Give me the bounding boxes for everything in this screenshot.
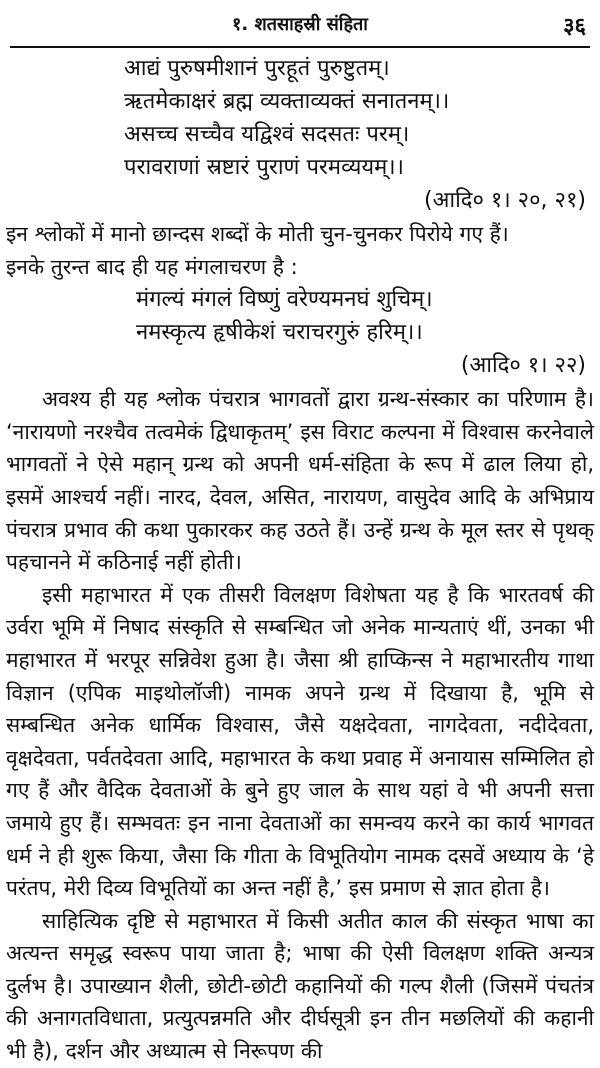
- paragraph: [6, 579, 594, 905]
- verse-line: ऋतमेकाक्षरं ब्रह्म व्यक्ताव्यक्तं सनातनम्।।: [124, 89, 450, 114]
- verse-block-2: [136, 283, 594, 349]
- page-number: ३६: [563, 14, 586, 39]
- running-title: १. शतसाहस्री संहिता: [232, 14, 368, 35]
- paragraph-text: साहित्यिक दृष्टि से महाभारत में किसी अतीत काल की संस्कृत भाषा का अत्यन्त समृद्ध स्वरूप पाया जाता है; भाषा की ऐसी विलक्षण शक्ति अन्यत्र दुर्लभ है। उपाख्यान शैली, छोटी-छोटी कहानियों की गल्प शैली (जिसमें पंचतंत्र की अनागतविधाता, प्रत्युत्पन्नमति और दीर्घसूत्री इन तीन मछलियों की कहानी भी है), दर्शन और अध्यात्म से निरूपण की: [6, 908, 594, 1064]
- paragraph-text: इसी महाभारत में एक तीसरी विलक्षण विशेषता यह है कि भारतवर्ष की उर्वरा भूमि में निषाद संस्कृति से सम्बन्धित जो अनेक मान्यताएं थीं, उनका भी महाभारत में भरपूर सन्निवेश हुआ है। जैसा श्री हाप्किन्स ने महाभारतीय गाथा विज्ञान (एपिक माइथोलॉजी) नामक अपने ग्रन्थ में दिखाया है, भूमि से सम्बन्धित अनेक धार्मिक विश्वास, जैसे यक्षदेवता, नागदेवता, नदीदेवता, वृक्षदेवता, पर्वतदेवता आदि, महाभारत के कथा प्रवाह में अनायास सम्मिलित हो गए हैं और वैदिक देवताओं के बुने हुए जाल के साथ यहां वे भी अपनी सत्ता जमाये हुए हैं। सम्भवतः इन नाना देवताओं का समन्वय करने का कार्य भागवत धर्म ने ही शुरू किया, जैसा कि गीता के विभूतियोग नामक दसवें अध्याय के ‘हे परंतप, मेरी दिव्य विभूतियों का अन्त नहीं है,’ इस प्रमाण से ज्ञात होता है।: [6, 582, 594, 901]
- verse-line: परावराणां स्रष्टारं पुराणं परमव्ययम्।।: [124, 155, 404, 180]
- intro-line: इन श्लोकों में मानो छान्दस शब्दों के मोती चुन-चुनकर पिरोये गए हैं।: [6, 222, 509, 246]
- paragraph: [6, 383, 594, 579]
- header-rule: [10, 46, 590, 48]
- verse-line: मंगल्यं मंगलं विष्णुं वरेण्यमनघं शुचिम्।: [136, 287, 433, 313]
- paragraph-text: अवश्य ही यह श्लोक पंचरात्र भागवतों द्वारा ग्रन्थ-संस्कार का परिणाम है। ‘नारायणो नरश्चैव तत्वमेकं द्विधाकृतम्’ इस विराट कल्पना में विश्वास करनेवाले भागवतों ने ऐसे महान् ग्रन्थ को अपनी धर्म-संहिता के रूप में ढाल लिया हो, इसमें आश्चर्य नहीं। नारद, देवल, असित, नारायण, वासुदेव आदि के अभिप्राय पंचरात्र प्रभाव की कथा पुकारकर कह उठते हैं। उन्हें ग्रन्थ के मूल स्तर से पृथक् पहचानने में कठिनाई नहीं होती।: [6, 387, 594, 575]
- verse-line: असच्च सच्चैव यद्विश्वं सदसतः परम्।: [124, 122, 410, 147]
- verse-block-1: [124, 52, 594, 184]
- verse-reference-2: (आदि० १। २२): [460, 353, 586, 379]
- verse-reference-1: (आदि० १। २०, २१): [424, 188, 586, 213]
- verse-line: नमस्कृत्य हृषीकेशं चराचरगुरुं हरिम्।।: [136, 320, 423, 346]
- verse-line: आद्यं पुरुषमीशानं पुरहूतं पुरुष्टुतम्।: [124, 56, 390, 81]
- page-body: [6, 52, 594, 1068]
- page-header: [0, 6, 600, 40]
- intro-line: इनके तुरन्त बाद ही यह मंगलाचरण है :: [6, 254, 298, 279]
- paragraph: [6, 905, 594, 1068]
